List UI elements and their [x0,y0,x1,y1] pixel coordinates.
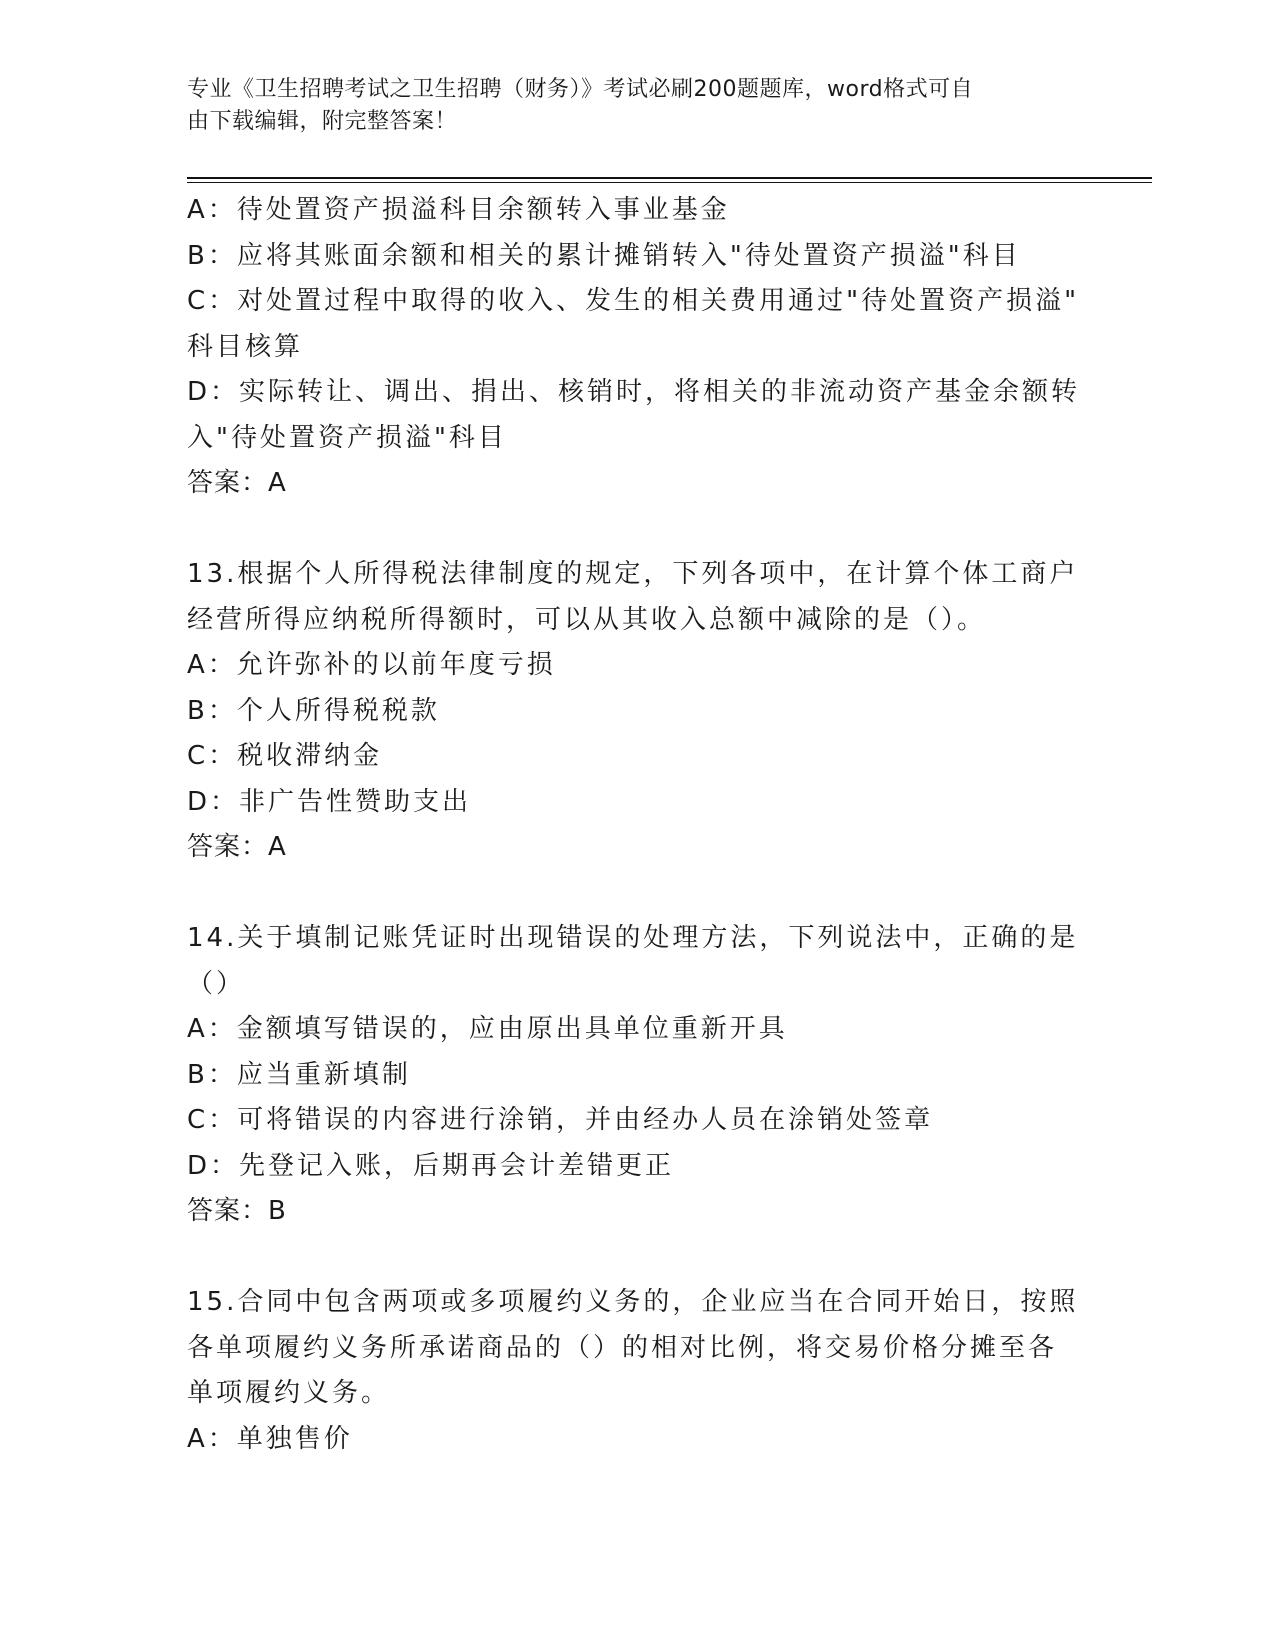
question-14 [187,916,1087,1235]
answer-line: 答案：A [187,832,287,862]
answer-line: 答案：A [187,468,287,498]
document-header [187,74,1087,138]
header-divider-thin [187,182,1152,183]
option-b: B：应当重新填制 [187,1059,411,1090]
option-b: B：应将其账面余额和相关的累计摊销转入"待处置资产损溢"科目 [187,240,1021,271]
option-c: C：税收滞纳金 [187,741,383,771]
question-text-continued: 各单项履约义务所承诺商品的（）的相对比例，将交易价格分摊至各 [187,1332,1058,1363]
question-text: 14.关于填制记账凭证时出现错误的处理方法，下列说法中，正确的是 [187,923,1079,953]
spacer [187,1235,1087,1281]
question-text: 15.合同中包含两项或多项履约义务的，企业应当在合同开始日，按照 [187,1287,1079,1317]
spacer [187,507,1087,553]
question-text: 13.根据个人所得税法律制度的规定，下列各项中，在计算个体工商户 [187,559,1079,589]
option-a: A：待处置资产损溢科目余额转入事业基金 [187,195,730,225]
option-a: A：金额填写错误的，应由原出具单位重新开具 [187,1014,788,1044]
option-a: A：允许弥补的以前年度亏损 [187,650,556,680]
question-text-continued: 单项履约义务。 [187,1378,391,1408]
option-d: D：非广告性赞助支出 [187,786,472,817]
header-divider-thick [187,177,1152,179]
option-c: C：对处置过程中取得的收入、发生的相关费用通过"待处置资产损溢" [187,286,1080,316]
header-title-line-1: 专业《卫生招聘考试之卫生招聘（财务）》考试必刷200题题库，word格式可自 [187,77,974,102]
option-c-continued: 科目核算 [187,331,304,362]
spacer [187,871,1087,917]
question-12-options [187,188,1087,507]
option-c: C：可将错误的内容进行涂销，并由经办人员在涂销处签章 [187,1105,934,1135]
question-15 [187,1280,1087,1462]
question-13 [187,552,1087,871]
question-text-continued: （） [187,968,246,999]
question-text-continued: 经营所得应纳税所得额时，可以从其收入总额中减除的是（）。 [187,604,987,635]
option-d: D：实际转让、调出、捐出、核销时，将相关的非流动资产基金余额转 [187,377,1081,407]
option-d-continued: 入"待处置资产损溢"科目 [187,422,507,453]
option-b: B：个人所得税税款 [187,695,440,726]
answer-line: 答案：B [187,1196,287,1226]
header-title-line-2: 由下载编辑，附完整答案！ [187,109,458,134]
document-body [187,188,1087,1462]
option-a: A：单独售价 [187,1423,353,1454]
option-d: D：先登记入账，后期再会计差错更正 [187,1150,675,1181]
